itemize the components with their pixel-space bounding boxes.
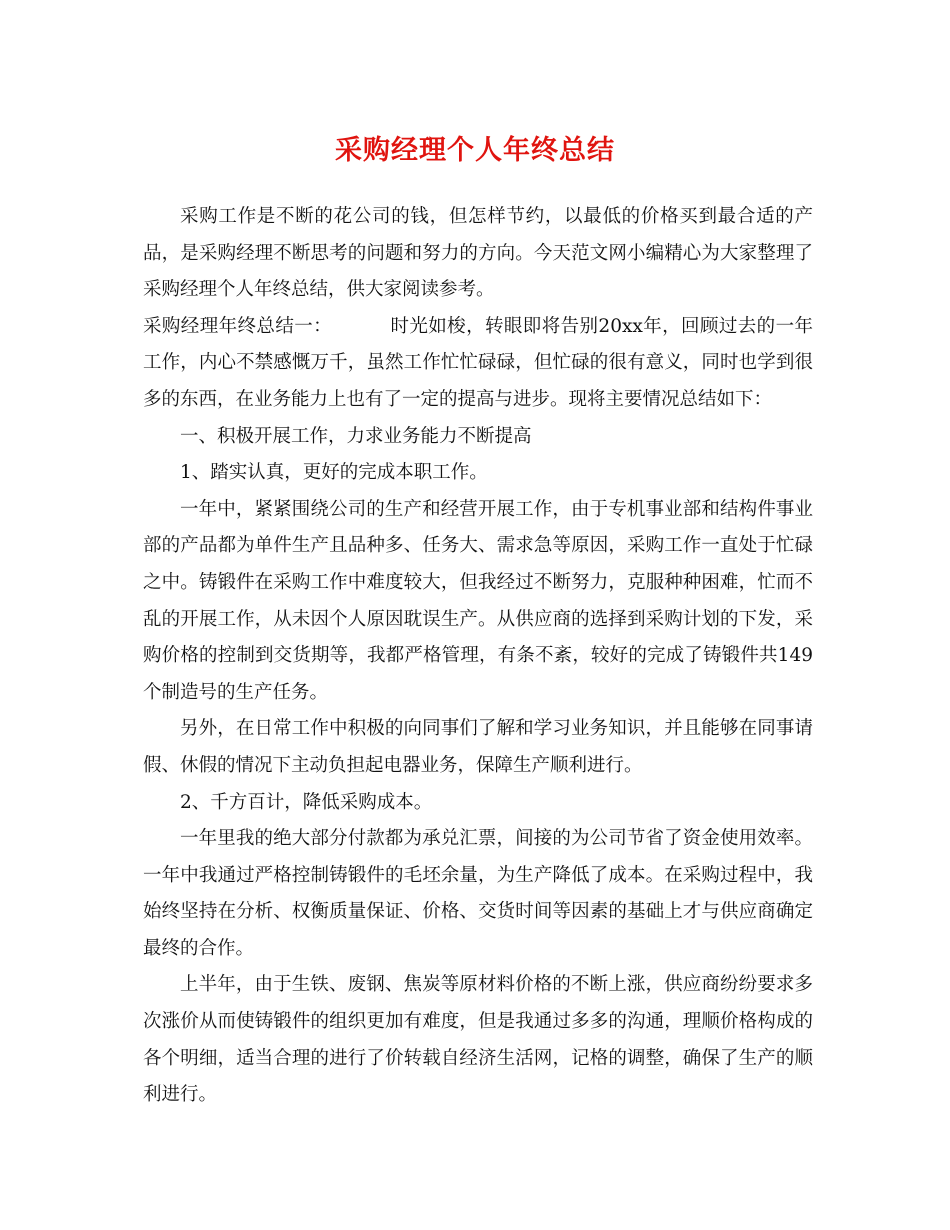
body-paragraph: 一年中，紧紧围绕公司的生产和经营开展工作，由于专机事业部和结构件事业部的产品都为单件生产且品种多、任务大、需求急等原因，采购工作一直处于忙碌之中。铸锻件在采购工作中难度较大，但我经过不断努力，克服种种困难，忙而不乱的开展工作，从未因个人原因耽误生产。从供应商的选择到采购计划的下发，采购价格的控制到交货期等，我都严格管理，有条不紊，较好的完成了铸锻件共149个制造号的生产任务。: [143, 498, 813, 703]
summary-one-label: 采购经理年终总结一：: [143, 315, 333, 337]
body-paragraph: 一年里我的绝大部分付款都为承兑汇票，间接的为公司节省了资金使用效率。一年中我通过严格控制铸锻件的毛坯余量，为生产降低了成本。在采购过程中，我始终坚持在分析、权衡质量保证、价格、交货时间等因素的基础上才与供应商确定最终的合作。: [143, 828, 813, 959]
subsection-heading-2: 2、千方百计，降低采购成本。: [180, 791, 433, 813]
body-paragraph: 另外，在日常工作中积极的向同事们了解和学习业务知识，并且能够在同事请假、休假的情况下主动负担起电器业务，保障生产顺利进行。: [143, 718, 813, 776]
section-heading-1: 一、积极开展工作，力求业务能力不断提高: [180, 425, 532, 447]
intro-paragraph: 采购工作是不断的花公司的钱，但怎样节约，以最低的价格买到最合适的产品，是采购经理不断思考的问题和努力的方向。今天范文网小编精心为大家整理了采购经理个人年终总结，供大家阅读参考。: [143, 206, 813, 301]
summary-one-text: 时光如梭，转眼即将告别20xx年，回顾过去的一年工作，内心不禁感慨万千，虽然工作忙忙碌碌，但忙碌的很有意义，同时也学到很多的东西，在业务能力上也有了一定的提高与进步。现将主要情况总结如下：: [143, 315, 813, 410]
document-title: 采购经理个人年终总结: [335, 135, 615, 166]
body-paragraph: 上半年，由于生铁、废钢、焦炭等原材料价格的不断上涨，供应商纷纷要求多次涨价从而使铸锻件的组织更加有难度，但是我通过多多的沟通，理顺价格构成的各个明细，适当合理的进行了价转载自经济生活网，记格的调整，确保了生产的顺利进行。: [143, 974, 813, 1106]
summary-one-paragraph: [143, 309, 813, 419]
subsection-heading-1: 1、踏实认真，更好的完成本职工作。: [180, 462, 488, 484]
document-body: [143, 199, 813, 1114]
